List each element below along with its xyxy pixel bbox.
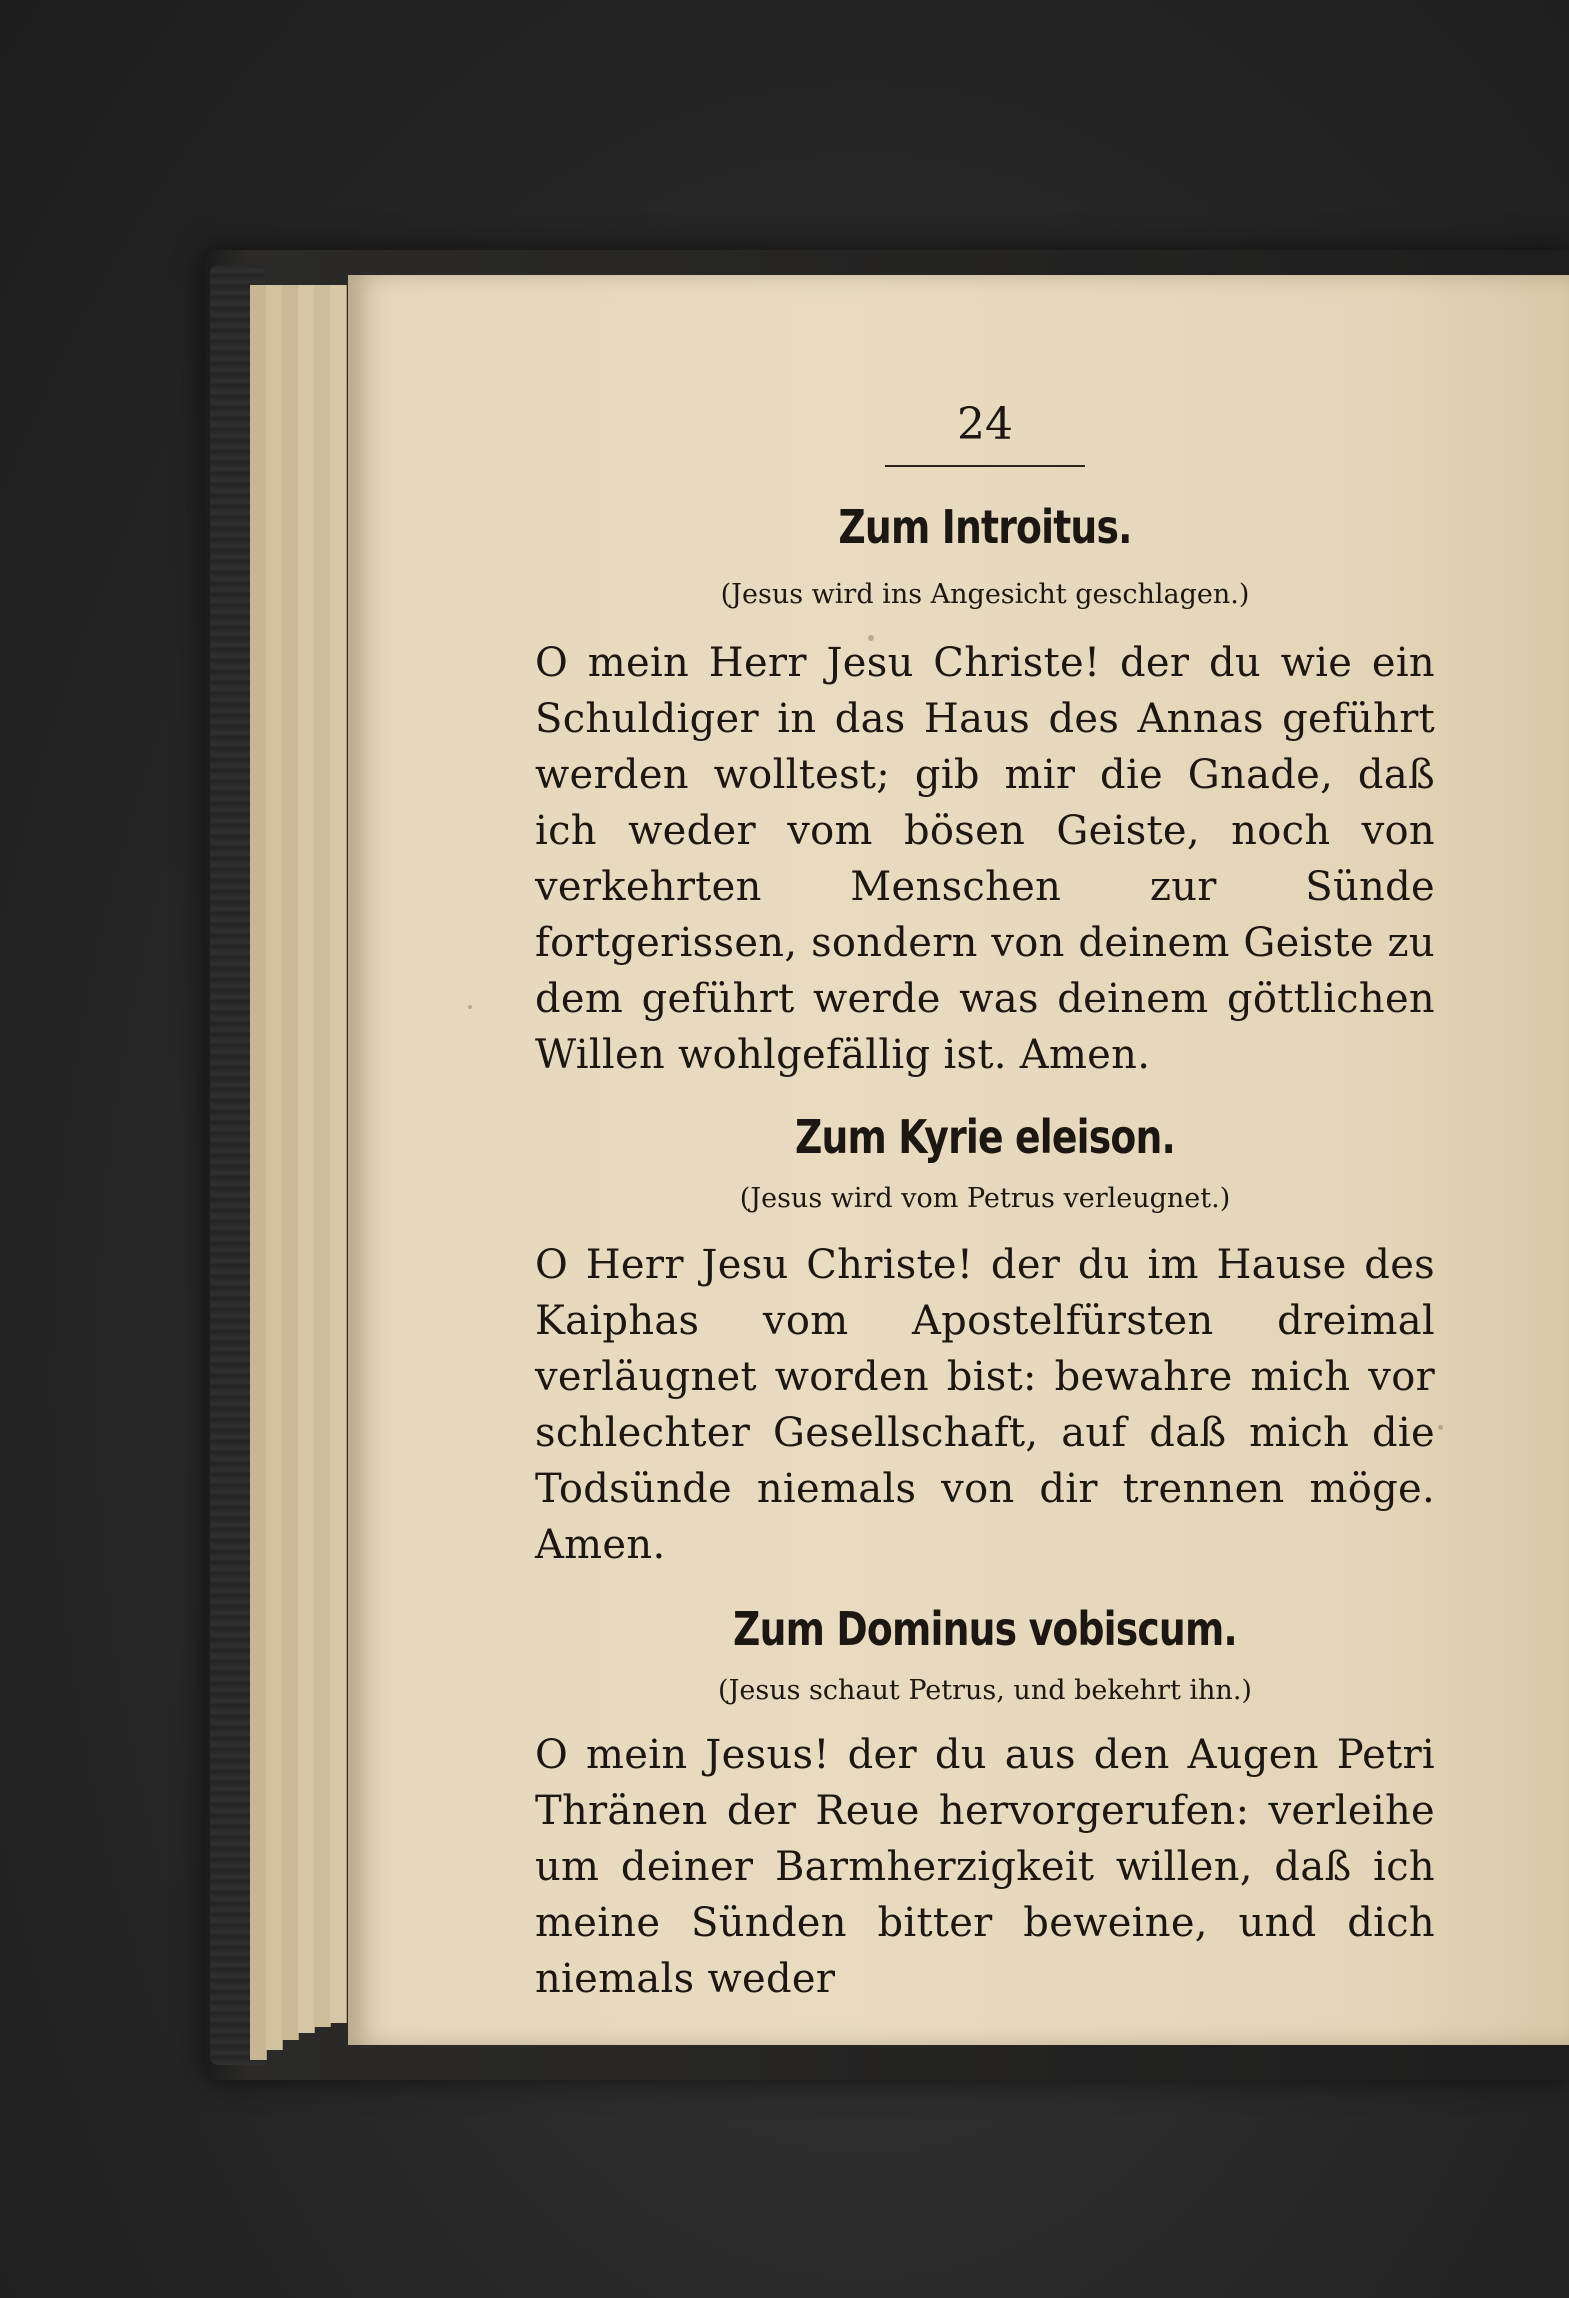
page-edge — [266, 285, 283, 2050]
page-edge — [250, 285, 267, 2060]
prayer-text-introitus: O mein Herr Jesu Christe! der du wie ein Schuldiger in das Haus des Annas geführt werden wolltest; gib mir die Gnade, daß ich weder vom bösen Geiste, noch von verkehrten Menschen zur Sünde fortgerissen, sondern von deinem Geiste zu dem geführt werde was deinem göttlichen Willen wohlgefällig ist. Amen. — [535, 640, 1435, 1078]
prayer-text-dominus: O mein Jesus! der du aus den Augen Petri Thränen der Reue hervorgerufen: verleihe um deiner Barmherzigkeit willen, daß ich meine Sünden bitter beweine, und dich niemals weder — [535, 1732, 1435, 2002]
page-edge — [330, 285, 347, 2023]
header-rule — [885, 465, 1085, 467]
section-subtitle-kyrie: (Jesus wird vom Petrus verleugnet.) — [739, 1183, 1231, 1214]
section-heading-kyrie: Zum Kyrie eleison. — [794, 1110, 1176, 1164]
section-subtitle-dominus: (Jesus schaut Petrus, und bekehrt ihn.) — [718, 1675, 1252, 1706]
prayer-text-kyrie: O Herr Jesu Christe! der du im Hause des Kaiphas vom Apostelfürsten dreimal verläugnet worden bist: bewahre mich vor schlechter Gesellschaft, auf daß mich die Todsünde niemals von dir trennen möge. Amen. — [535, 1242, 1435, 1568]
paper-speck — [468, 1005, 472, 1009]
section-heading-introitus: Zum Introitus. — [838, 500, 1132, 554]
section-heading-dominus: Zum Dominus vobiscum. — [733, 1602, 1237, 1656]
page-content — [535, 395, 1435, 2007]
paper-speck — [1438, 1425, 1443, 1430]
section-subtitle-introitus: (Jesus wird ins Angesicht geschlagen.) — [720, 579, 1250, 610]
page-number: 24 — [957, 399, 1013, 450]
page-edge — [298, 285, 315, 2033]
page-edge — [314, 285, 331, 2027]
page-edge — [282, 285, 299, 2040]
